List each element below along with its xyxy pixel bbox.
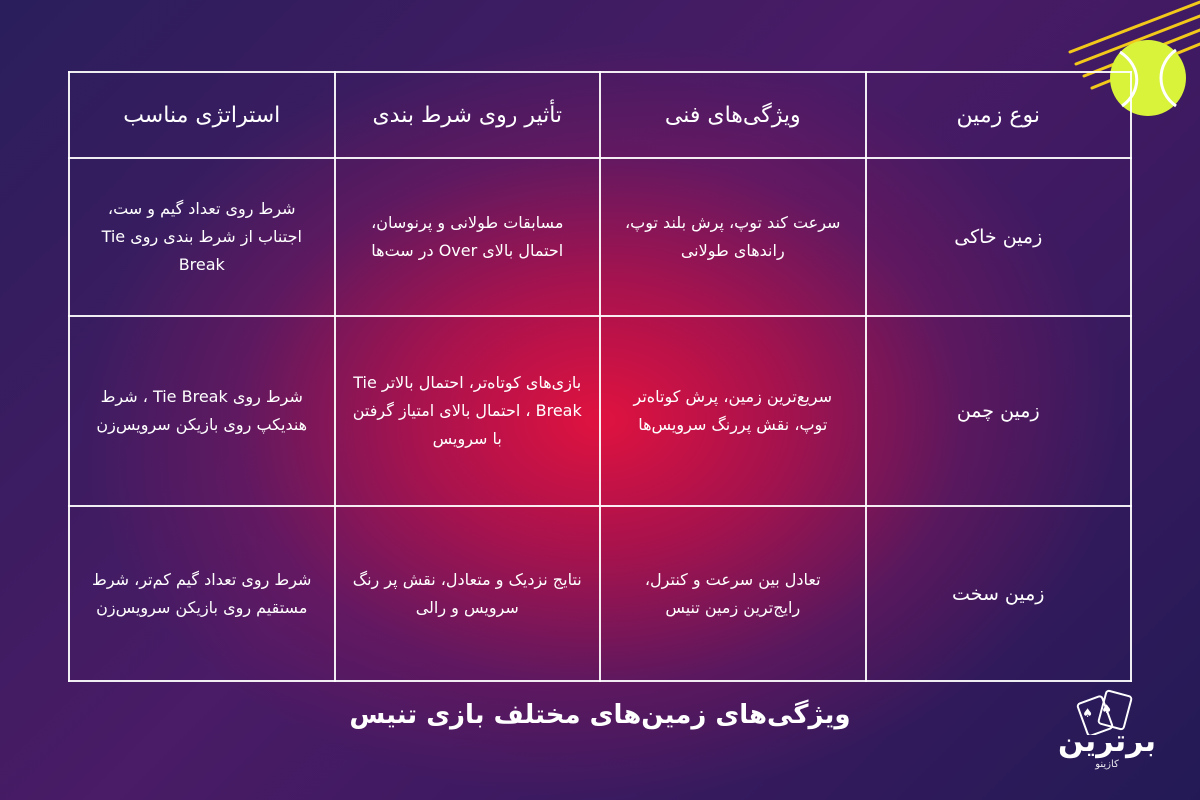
logo-subtitle: کازینو [1095, 759, 1119, 770]
cell-betting-effect: بازی‌های کوتاه‌تر، احتمال بالاتر Tie Break ، احتمال بالای امتیاز گرفتن با سرویس [335, 316, 601, 506]
table-header-row [69, 72, 1131, 158]
table-row [69, 158, 1131, 316]
cell-technical: سریع‌ترین زمین، پرش کوتاه‌تر توپ، نقش پررنگ سرویس‌ها [600, 316, 866, 506]
cell-betting-effect: نتایج نزدیک و متعادل، نقش پر رنگ سرویس و رالی [335, 506, 601, 681]
logo-wordmark: برترین [1057, 724, 1157, 759]
brand-logo [1052, 687, 1162, 782]
cell-betting-effect: مسابقات طولانی و پرنوسان، احتمال بالای Over در ست‌ها [335, 158, 601, 316]
cell-strategy: شرط روی تعداد گیم و ست، اجتناب از شرط بندی روی Tie Break [69, 158, 335, 316]
cell-strategy: شرط روی تعداد گیم کم‌تر، شرط مستقیم روی بازیکن سرویس‌زن [69, 506, 335, 681]
table-row [69, 316, 1131, 506]
header-strategy: استراتژی مناسب [69, 72, 335, 158]
svg-text:♠: ♠ [1101, 702, 1112, 716]
header-surface-type: نوع زمین [866, 72, 1132, 158]
svg-text:♠: ♠ [1082, 706, 1093, 720]
surfaces-table [68, 71, 1132, 682]
cell-technical: تعادل بین سرعت و کنترل، رایج‌ترین زمین تنیس [600, 506, 866, 681]
surfaces-table-container [68, 71, 1132, 638]
cell-surface: زمین چمن [866, 316, 1132, 506]
header-technical-features: ویژگی‌های فنی [600, 72, 866, 158]
cell-strategy: شرط روی Tie Break ، شرط هندیکپ روی بازیکن سرویس‌زن [69, 316, 335, 506]
cell-surface: زمین سخت [866, 506, 1132, 681]
table-row [69, 506, 1131, 681]
header-betting-effect: تأثیر روی شرط بندی [335, 72, 601, 158]
image-caption: ویژگی‌های زمین‌های مختلف بازی تنیس [349, 700, 851, 730]
cell-surface: زمین خاکی [866, 158, 1132, 316]
cell-technical: سرعت کند توپ، پرش بلند توپ، راندهای طولانی [600, 158, 866, 316]
